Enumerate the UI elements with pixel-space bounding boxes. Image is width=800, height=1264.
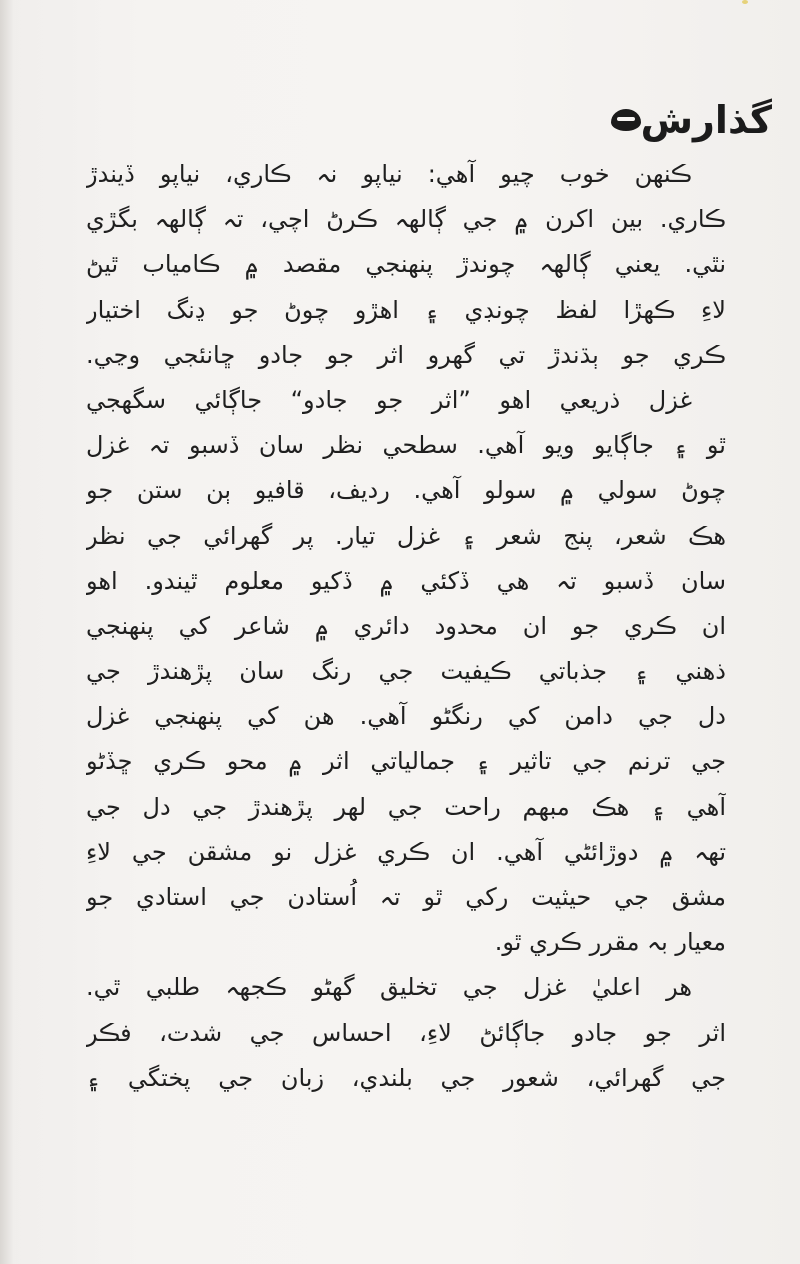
body-text (86, 152, 726, 1101)
heading-bullet-icon (611, 109, 641, 131)
page-edge-shadow (0, 0, 14, 1264)
text-line: تهہ ۾ دوڙائڻي آهي. ان ڪري غزل نو مشقن جي لاءِ (86, 837, 726, 866)
text-line: معيار بہ مقرر ڪري ٿو. (494, 928, 726, 957)
text-line: سان ڏسبو تہ هي ڏکئي ۾ ڏکيو معلوم ٿيندو. اهو (86, 566, 726, 595)
text-line: ان ڪري جو ان محدود دائري ۾ شاعر کي پنهنجي (86, 611, 726, 640)
section-heading (601, 92, 772, 148)
text-line: دل جي دامن کي رنگڻو آهي. هن کي پنهنجي غزل (86, 702, 726, 731)
text-line: مشق جي حيثيت رکي ٿو تہ اُستادن جي استادي جو (86, 883, 726, 911)
text-line: ٿو ۽ جاڳايو ويو آهي. سطحي نظر سان ڏسبو تہ غزل (86, 431, 726, 460)
text-line: هر اعليٰ غزل جي تخليق گهڻو ڪجهہ طلبي ٿي. (86, 973, 692, 1002)
text-line: ڪاري. بين اکرن ۾ جي ڳالهہ ڪرڻ اچي، تہ ڳالهہ بگڙي (86, 205, 726, 234)
paper-stain (742, 0, 748, 4)
text-line: ڪنهن خوب چيو آهي: نياپو نہ ڪاري، نياپو ڏيندڙ (86, 160, 692, 188)
text-line: نٿي. يعني ڳالهہ چوندڙ پنهنجي مقصد ۾ ڪامياب ٿيڻ (86, 250, 726, 279)
text-line: جي گهرائي، شعور جي بلندي، زبان جي پختگي ۽ (86, 1063, 726, 1092)
text-line: اثر جو جادو جاڳائڻ لاءِ، احساس جي شدت، فڪر (86, 1018, 726, 1047)
text-line: آهي ۽ هڪ مبهم راحت جي لهر پڙهندڙ جي دل جي (86, 792, 726, 821)
text-line: ذهني ۽ جذباتي ڪيفيت جي رنگ سان پڙهندڙ جي (86, 657, 726, 686)
text-line: لاءِ ڪهڙا لفظ چونڊي ۽ اهڙو چوڻ جو ڍنگ اختيار (86, 295, 726, 324)
text-line: هڪ شعر، پنج شعر ۽ غزل تيار. پر گهرائي جي نظر (86, 521, 726, 550)
text-line: ڪري جو ٻڌندڙ تي گهرو اثر جو جادو ڇانئجي وڃي. (86, 340, 726, 369)
text-line: جي ترنم جي تاثير ۽ جمالياتي اثر ۾ محو ڪري ڇڏڻو (86, 747, 726, 776)
heading-title: گذارش (640, 98, 772, 142)
text-line: چوڻ سولي ۾ سولو آهي. رديف، قافيو ٻن ستن جو (86, 476, 726, 505)
text-line: غزل ذريعي اهو ”اثر جو جادو“ جاڳائي سگهجي (86, 385, 692, 414)
